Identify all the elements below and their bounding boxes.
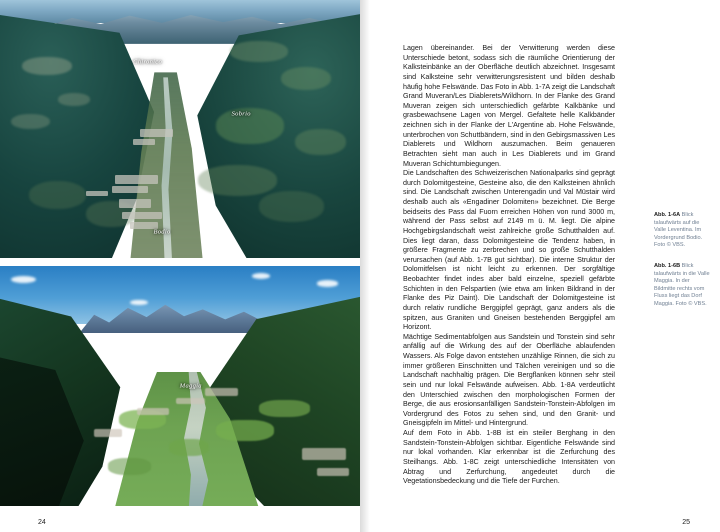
- photo-meadow: [169, 439, 209, 456]
- figure-caption-1-6b: [654, 263, 712, 309]
- photo-settlement: [176, 398, 205, 404]
- photo-settlement: [130, 222, 159, 229]
- photo-terrain-patch: [22, 57, 72, 75]
- photo-label-chironico: Chironico: [133, 58, 163, 66]
- photo-settlement: [119, 199, 151, 208]
- photo-label-sobrio: Sobrio: [231, 110, 251, 118]
- photo-settlement: [137, 408, 169, 415]
- photo-terrain-patch: [230, 41, 288, 62]
- photo-settlement: [112, 186, 148, 194]
- right-page: [360, 0, 720, 532]
- photo-settlement: [86, 191, 108, 196]
- photo-settlement: [302, 448, 345, 460]
- photo-settlement: [140, 129, 172, 137]
- figure-caption-text: Blick talaufwärts in die Valle Maggia. In der Bildmitte rechts vom Fluss liegt das Dorf Maggia. Foto © VBS.: [654, 263, 710, 307]
- photo-terrain-patch: [198, 165, 277, 196]
- body-paragraph-1: Lagen übereinander. Bei der Verwitterung werden diese Unterschiede betont, sodass sich die räumliche Orientierung der Kalksteinbänke an der Oberfläche deutlich abzeichnet. Insgesamt sind Kalksteine sehr verwitterungsresistent und bilden deshalb häufig hohe Felswände. Das Foto in Abb. 1-7A zeigt die Landschaft Grand Muveran/Les Diablerets/Wildhorn. In der Flanke des Grand Muveran zeigen sich unterschiedlich gefärbte Kalkbänke und grasbewachsene Lagen von Mergel. Gefaltete helle Kalkbänder zeichnen sich in der Flanke der L'Argentine ab. Hohe Felswände, unterbrochen von Schuttbändern, sind in den Gebirgsmassiven Les Diablerets und Wildhorn auszumachen. Beim genaueren Betrachten sieht man auch in Les Diablerets und im Grand Muveran Schichtumbiegungen.: [403, 44, 615, 168]
- photo-label-maggia: Maggia: [179, 382, 202, 390]
- photo-terrain-patch: [281, 67, 331, 90]
- photo-terrain-patch: [58, 93, 90, 106]
- photo-meadow: [259, 400, 309, 417]
- photo-meadow: [216, 420, 274, 442]
- figure-caption-text: Blick talaufwärts auf die Valle Leventina. Im Vordergrund Bodio. Foto © VBS.: [654, 212, 703, 249]
- figure-caption-1-6a: [654, 212, 712, 250]
- photo-terrain-patch: [29, 181, 87, 209]
- photo-label-bodio: Bodio: [153, 228, 171, 236]
- photo-valle-leventina: [0, 0, 360, 258]
- photo-settlement: [122, 212, 162, 220]
- photo-valle-maggia: [0, 266, 360, 506]
- photo-settlement: [115, 175, 158, 184]
- body-paragraph-3: Mächtige Sedimentabfolgen aus Sandstein und Tonstein sind sehr anfällig auf die Wirkung des auf der Oberfläche ablaufenden Wassers. Als Folge davon entstehen unzählige Rinnen, die sich zu immer größeren Einschnitten und Tälchen vereinigen und so die Landschaft nachhaltig prägen. Die Bergflanken können sehr steil sein und nur lokal Felswände aufweisen. Abb. 1-8A verdeutlicht den Unterschied zwischen den morphologischen Formen der Berge, die aus erosionsanfälligen Sandstein-Tonstein-Abfolgen im Vordergrund des Fotos zu sehen sind, und den Granit- und Gneisgipfeln im Mittel- und Hintergrund.: [403, 332, 615, 428]
- photo-settlement: [133, 139, 155, 145]
- body-paragraph-4: Auf dem Foto in Abb. 1-8B ist ein steiler Berghang in den Sandstein-Tonstein-Abfolgen sichtbar. Eigentliche Felswände sind nur lokal vorhanden. Klar erkennbar ist die Zerfurchung des Steilhangs. Abb. 1-8C zeigt unterschiedliche Intensitäten von Abtrag und Zerfurchung, angedeutet durch die Vegetationsbedeckung und die Tiefe der Furchen.: [403, 429, 615, 486]
- photo-cloud: [11, 276, 36, 283]
- photo-settlement: [317, 468, 349, 476]
- photo-cloud: [252, 273, 270, 279]
- page-number-right: 25: [682, 519, 690, 526]
- photo-cloud: [317, 280, 339, 286]
- body-text-column: [403, 44, 615, 487]
- photo-terrain-patch: [11, 114, 51, 129]
- body-paragraph-2: Die Landschaften des Schweizerischen Nationalparks sind geprägt durch Dolomitgesteine, Gesteine also, die den Kalksteinen ähnlich sind. Die Landschaft zwischen Unterengadin und Val Müstair wird deshalb auch als «Engadiner Dolomiten» bezeichnet. Die Berge beidseits des Pass dal Fuorn erreichen Höhen von rund 3000 m, während der Pass selbst auf 2149 m ü. M. liegt. Die alpine Hochgebirgslandschaft weist zahlreiche große Schutthalden auf. Dies liegt daran, dass Dolomitgesteine die Tendenz haben, in größere Fragmente zu zerbrechen und so große Schutthalden verursachen (auf Abb. 1-7B gut sichtbar). Die interne Struktur der Dolomitfelsen ist nicht leicht zu erkennen. Der sorgfältige Beobachter findet indes aber bald einzelne, speziell gefärbte Schichten in den Felspartien (wie etwa am linken Bildrand in der Flanke des Piz Daint). Die Landschaft der Dolomitgesteine ist durch relativ rundliche Berggipfel geprägt, ganz anders als die spitzen, aus Graniten und Gneisen bestehenden Berggipfel am Horizont.: [403, 169, 615, 332]
- photo-cloud: [130, 300, 148, 306]
- photo-terrain-patch: [295, 129, 345, 155]
- photo-settlement: [94, 429, 123, 437]
- figure-number: Abb. 1-6A: [654, 212, 681, 218]
- photo-terrain-patch: [259, 191, 324, 222]
- page-number-left: 24: [38, 519, 46, 526]
- photo-meadow: [108, 458, 151, 475]
- figure-number: Abb. 1-6B: [654, 263, 681, 269]
- photo-settlement: [205, 388, 237, 395]
